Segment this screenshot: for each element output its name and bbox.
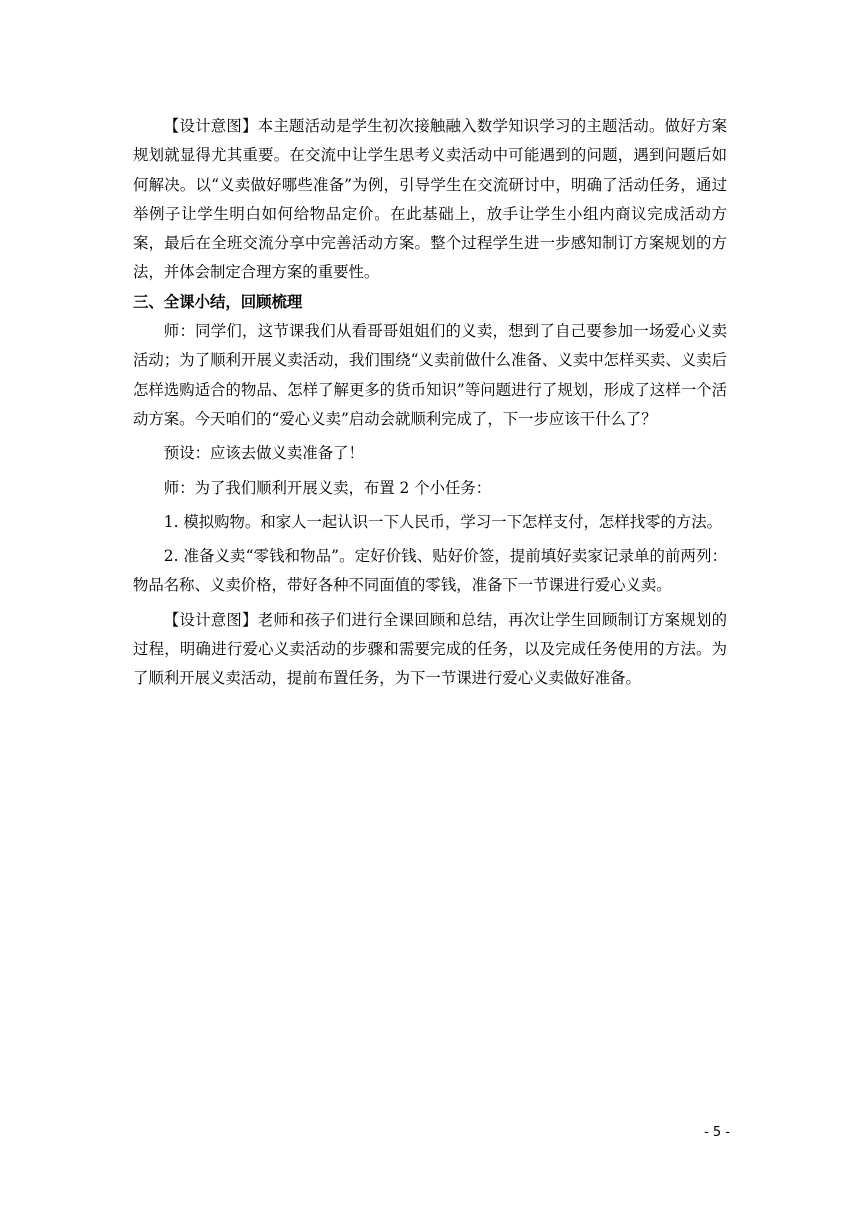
- task-intro-paragraph: 师：为了我们顺利开展义卖，布置 2 个小任务：: [163, 478, 492, 497]
- teacher-summary-paragraph: 师：同学们，这节课我们从看哥哥姐姐们的义卖，想到了自己要参加一场爱心义卖活动；为了顺利开展义卖活动，我们围绕“义卖前做什么准备、义卖中怎样买卖、义卖后怎样选购适合的物品、怎样了解更多的货币知识”等问题进行了规划，形成了这样一个活动方案。今天咱们的“爱心义卖”启动会就顺利完成了，下一步应该干什么了？: [133, 322, 727, 428]
- design-intent-paragraph-2: 【设计意图】老师和孩子们进行全课回顾和总结，再次让学生回顾制订方案规划的过程，明确进行爱心义卖活动的步骤和需要完成的任务，以及完成任务使用的方法。为了顺利开展义卖活动，提前布置任务，为下一节课进行爱心义卖做好准备。: [133, 610, 727, 688]
- section-heading: 三、全课小结，回顾梳理: [133, 292, 303, 311]
- design-intent-paragraph-1: 【设计意图】本主题活动是学生初次接触融入数学知识学习的主题活动。做好方案规划就显得尤其重要。在交流中让学生思考义卖活动中可能遇到的问题，遇到问题后如何解决。以“义卖做好哪些准备”为例，引导学生在交流研讨中，明确了活动任务，通过举例子让学生明白如何给物品定价。在此基础上，放手让学生小组内商议完成活动方案，最后在全班交流分享中完善活动方案。整个过程学生进一步感知制订方案规划的方法，并体会制定合理方案的重要性。: [133, 117, 727, 282]
- document-body: [133, 112, 727, 694]
- task-2-paragraph: 2. 准备义卖“零钱和物品”。定好价钱、贴好价签，提前填好卖家记录单的前两列：物品名称、义卖价格，带好各种不同面值的零钱，准备下一节课进行爱心义卖。: [133, 547, 727, 595]
- task-1-paragraph: 1. 模拟购物。和家人一起认识一下人民币，学习一下怎样支付，怎样找零的方法。: [163, 512, 723, 531]
- preset-answer-paragraph: 预设：应该去做义卖准备了！: [163, 444, 364, 463]
- page-number: - 5 -: [704, 1125, 730, 1140]
